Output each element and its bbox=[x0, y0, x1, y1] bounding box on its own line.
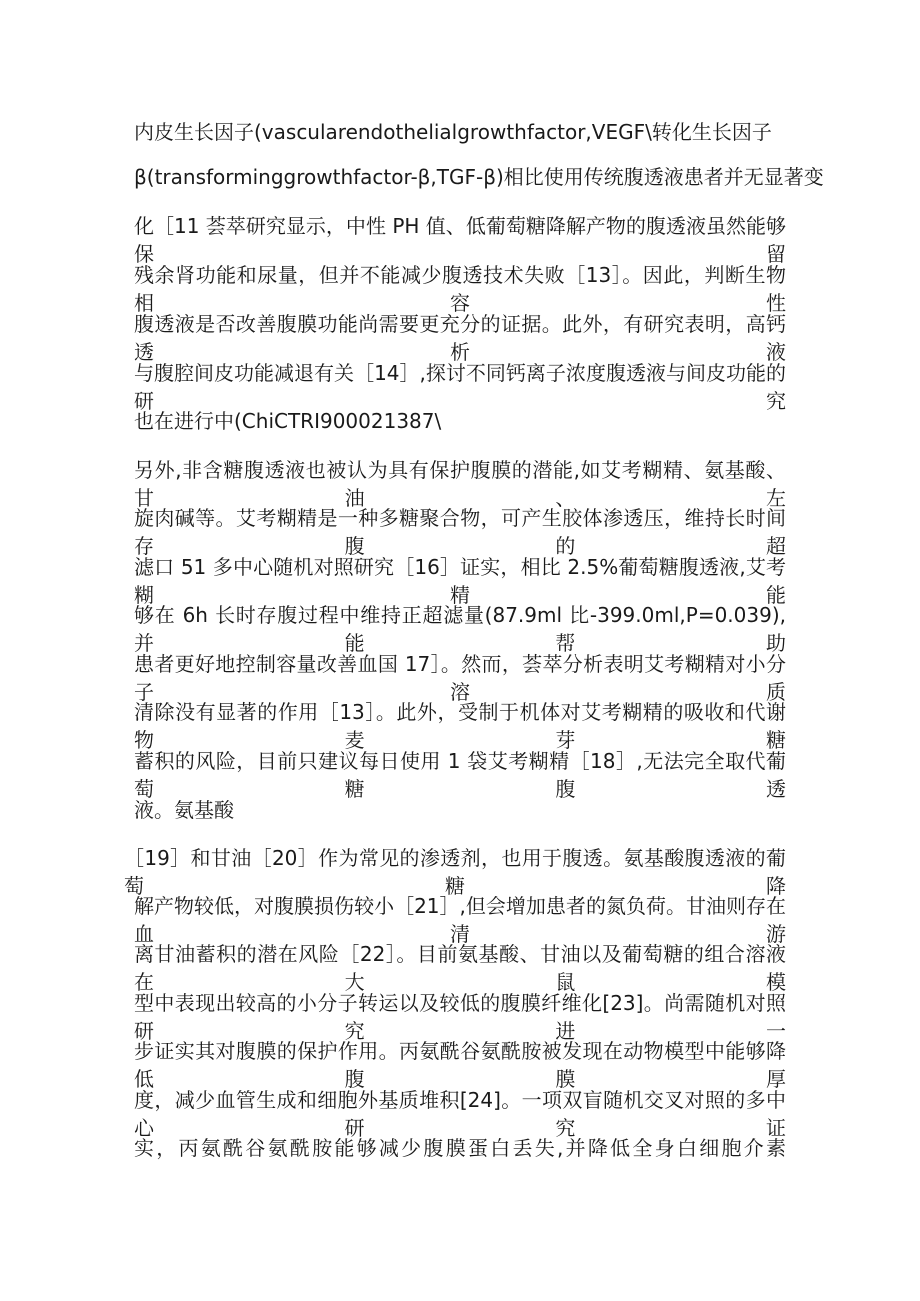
text-line: 残余肾功能和尿量，但并不能减少腹透技术失败［13］。因此，判断生物相容性 bbox=[134, 263, 786, 315]
text-line: 离甘油蓄积的潜在风险［22］。目前氨基酸、甘油以及葡萄糖的组合溶液在大鼠模 bbox=[134, 942, 786, 994]
text-line: 够在 6h 长时存腹过程中维持正超滤量(87.9ml 比-399.0ml,P=0.039),并能帮助 bbox=[134, 603, 786, 655]
text-line: 实，丙氨酰谷氨酰胺能够减少腹膜蛋白丢失,并降低全身白细胞介素 bbox=[134, 1136, 786, 1160]
text-line: 滤口 51 多中心随机对照研究［16］证实，相比 2.5%葡萄糖腹透液,艾考糊精能 bbox=[134, 555, 786, 607]
text-line: 度，减少血管生成和细胞外基质堆积[24]。一项双盲随机交叉对照的多中心研究证 bbox=[134, 1088, 786, 1140]
text-line: 化［11 荟萃研究显示，中性 PH 值、低葡萄糖降解产物的腹透液虽然能够保留 bbox=[134, 214, 786, 266]
text-line: 解产物较低，对腹膜损伤较小［21］,但会增加患者的氮负荷。甘油则存在血清游 bbox=[134, 894, 786, 946]
text-line: 内皮生长因子(vascularendothelialgrowthfactor,VEGF\转化生长因子 bbox=[134, 120, 772, 144]
text-line: 蓄积的风险，目前只建议每日使用 1 袋艾考糊精［18］,无法完全取代葡萄糖腹透 bbox=[134, 749, 786, 801]
text-line: 与腹腔间皮功能减退有关［14］,探讨不同钙离子浓度腹透液与间皮功能的研究 bbox=[134, 361, 786, 413]
text-line: 患者更好地控制容量改善血国 17］。然而，荟萃分析表明艾考糊精对小分子溶质 bbox=[134, 652, 786, 704]
text-line: 清除没有显著的作用［13］。此外，受制于机体对艾考糊精的吸收和代谢物麦芽糖 bbox=[134, 700, 786, 752]
text-line: ［19］和甘油［20］作为常见的渗透剂，也用于腹透。氨基酸腹透液的葡萄糖降 bbox=[124, 846, 786, 898]
text-line: 型中表现出较高的小分子转运以及较低的腹膜纤维化[23]。尚需随机对照研究进一 bbox=[134, 991, 786, 1043]
text-line: 另外,非含糖腹透液也被认为具有保护腹膜的潜能,如艾考糊精、氨基酸、甘油、左 bbox=[134, 458, 786, 510]
text-line: β(transforminggrowthfactor-β,TGF-β)相比使用传统腹透液患者并无显著变 bbox=[134, 165, 824, 189]
text-line: 腹透液是否改善腹膜功能尚需要更充分的证据。此外，有研究表明，高钙透析液 bbox=[134, 312, 786, 364]
text-line: 步证实其对腹膜的保护作用。丙氨酰谷氨酰胺被发现在动物模型中能够降低腹膜厚 bbox=[134, 1039, 786, 1091]
text-line: 旋肉碱等。艾考糊精是一种多糖聚合物，可产生胶体渗透压，维持长时间存腹的超 bbox=[134, 506, 786, 558]
text-line: 液。氨基酸 bbox=[134, 798, 234, 822]
text-line: 也在进行中(ChiCTRI900021387\ bbox=[134, 409, 442, 433]
